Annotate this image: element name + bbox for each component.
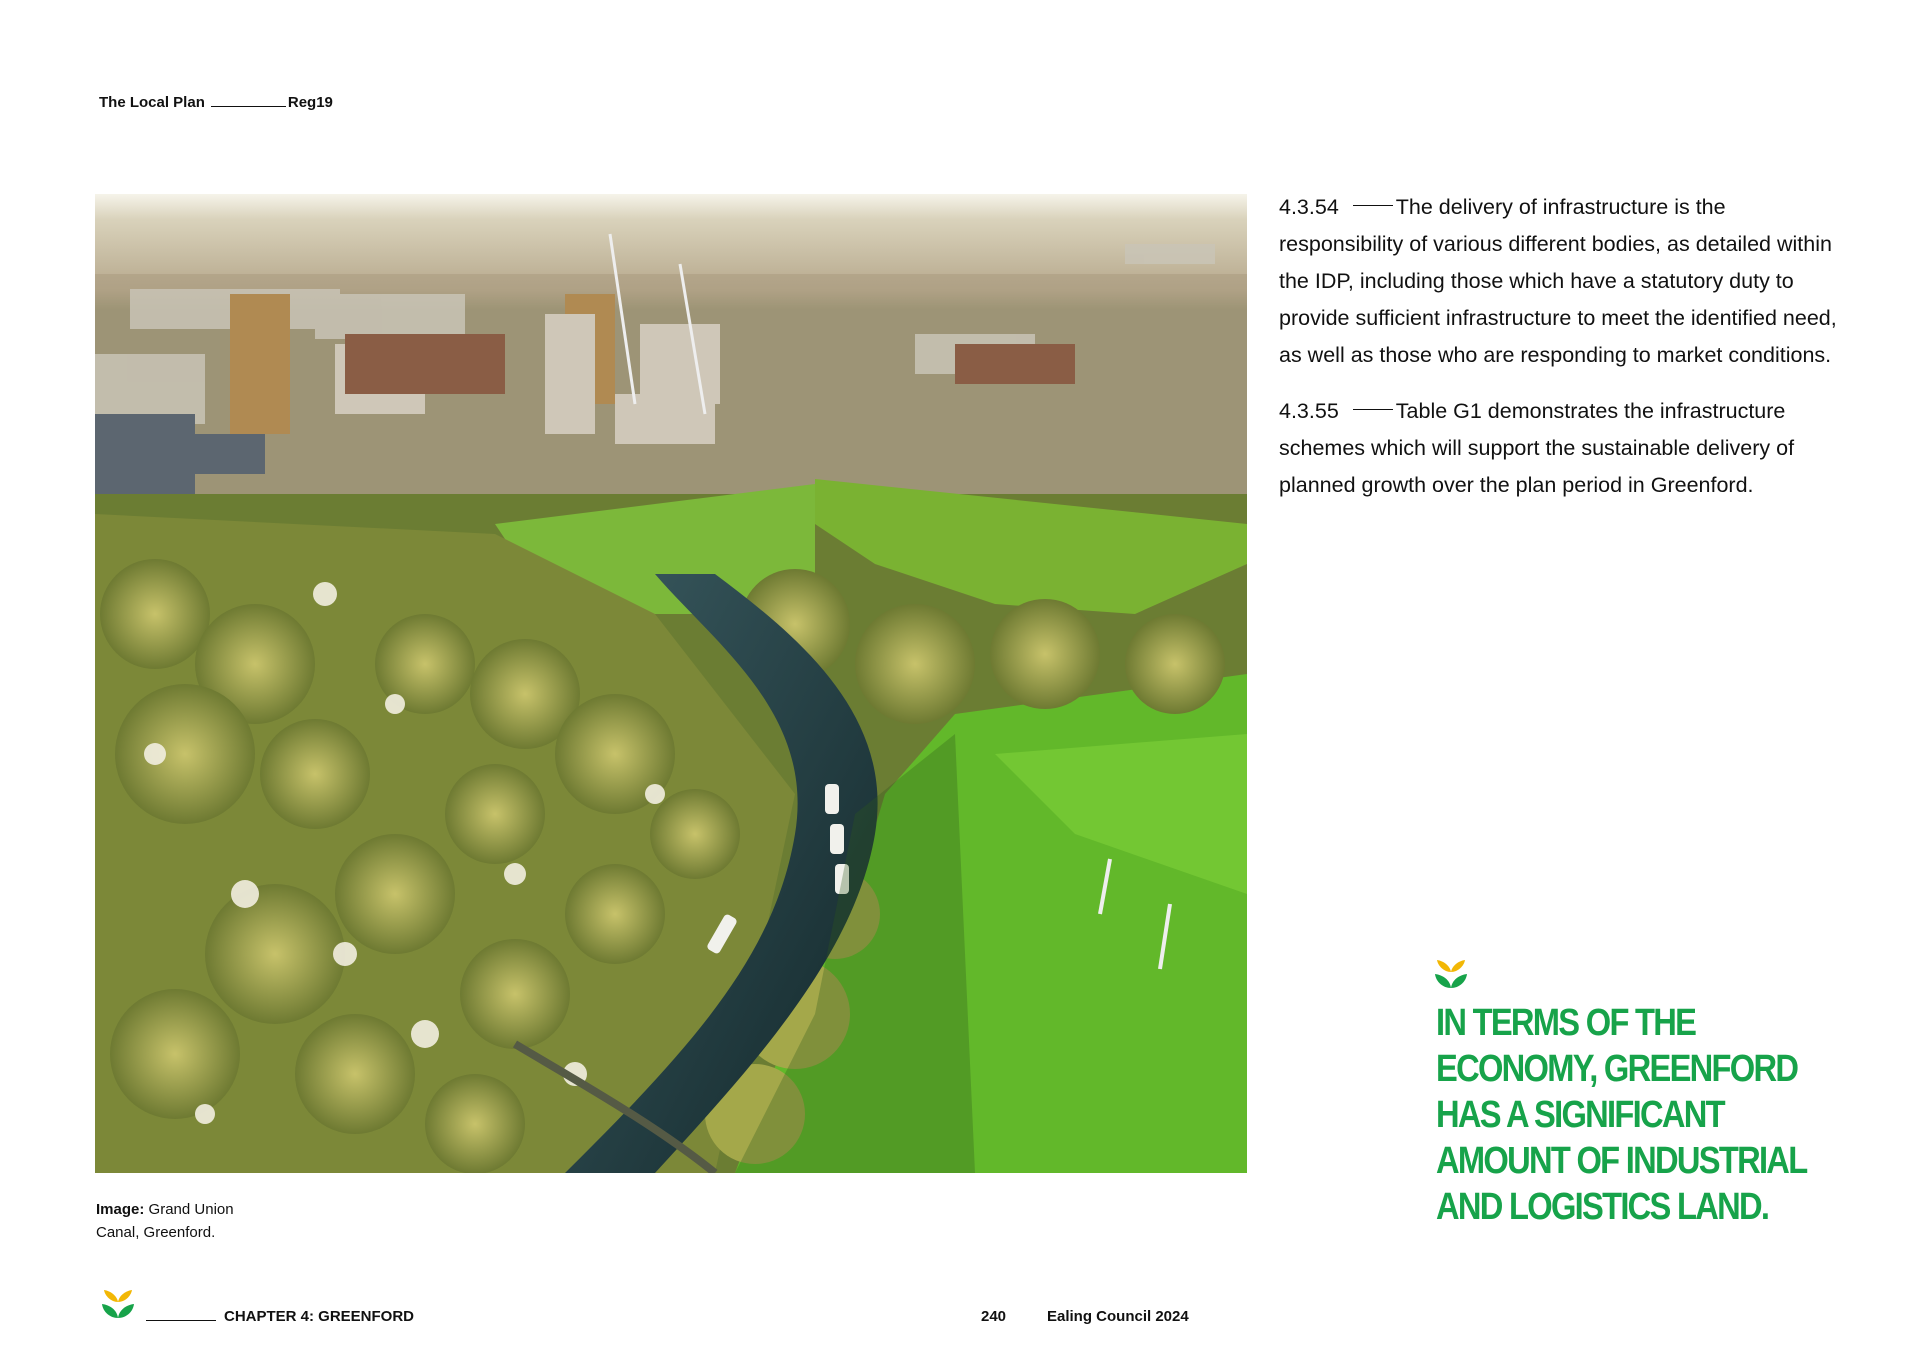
aerial-photo-illustration <box>95 194 1247 1173</box>
header-rule <box>211 106 286 107</box>
footer-rule <box>146 1320 216 1321</box>
paragraph-dash <box>1353 409 1393 410</box>
paragraph-number: 4.3.55 <box>1279 399 1339 423</box>
header-tag: Reg19 <box>287 94 333 111</box>
footer-chapter-label: CHAPTER 4: GREENFORD <box>224 1308 415 1325</box>
caption-label: Image: <box>96 1201 145 1218</box>
body-text <box>1279 189 1839 523</box>
header-title: The Local Plan <box>99 94 205 111</box>
paragraph-text: The delivery of infrastructure is the responsibility of various different bodies, as detailed within the IDP, including those which have a statutory duty to provide sufficient infrastructure to meet the identified need, as well as those who are responding to market conditions. <box>1279 195 1837 367</box>
caption-text: Grand Union Canal, Greenford. <box>96 1201 234 1241</box>
callout-quote: IN TERMS OF THE ECONOMY, GREENFORD HAS A SIGNIFICANT AMOUNT OF INDUSTRIAL AND LOGISTICS LAND. <box>1436 1002 1806 1228</box>
paragraph-dash <box>1353 205 1393 206</box>
paragraph-number: 4.3.54 <box>1279 195 1339 219</box>
paragraph-4-3-54 <box>1279 189 1839 374</box>
aerial-photo <box>95 194 1247 1173</box>
page-number: 240 <box>981 1308 1007 1325</box>
leaf-logo-icon <box>1434 958 1468 990</box>
leaf-logo-icon <box>101 1288 135 1320</box>
footer-chapter <box>146 1308 414 1325</box>
image-caption <box>96 1198 266 1244</box>
running-header <box>99 94 333 111</box>
footer-council: Ealing Council 2024 <box>1047 1308 1189 1325</box>
paragraph-text: Table G1 demonstrates the infrastructure schemes which will support the sustainable delivery of planned growth over the plan period in Greenford. <box>1279 399 1795 497</box>
paragraph-4-3-55 <box>1279 393 1839 504</box>
